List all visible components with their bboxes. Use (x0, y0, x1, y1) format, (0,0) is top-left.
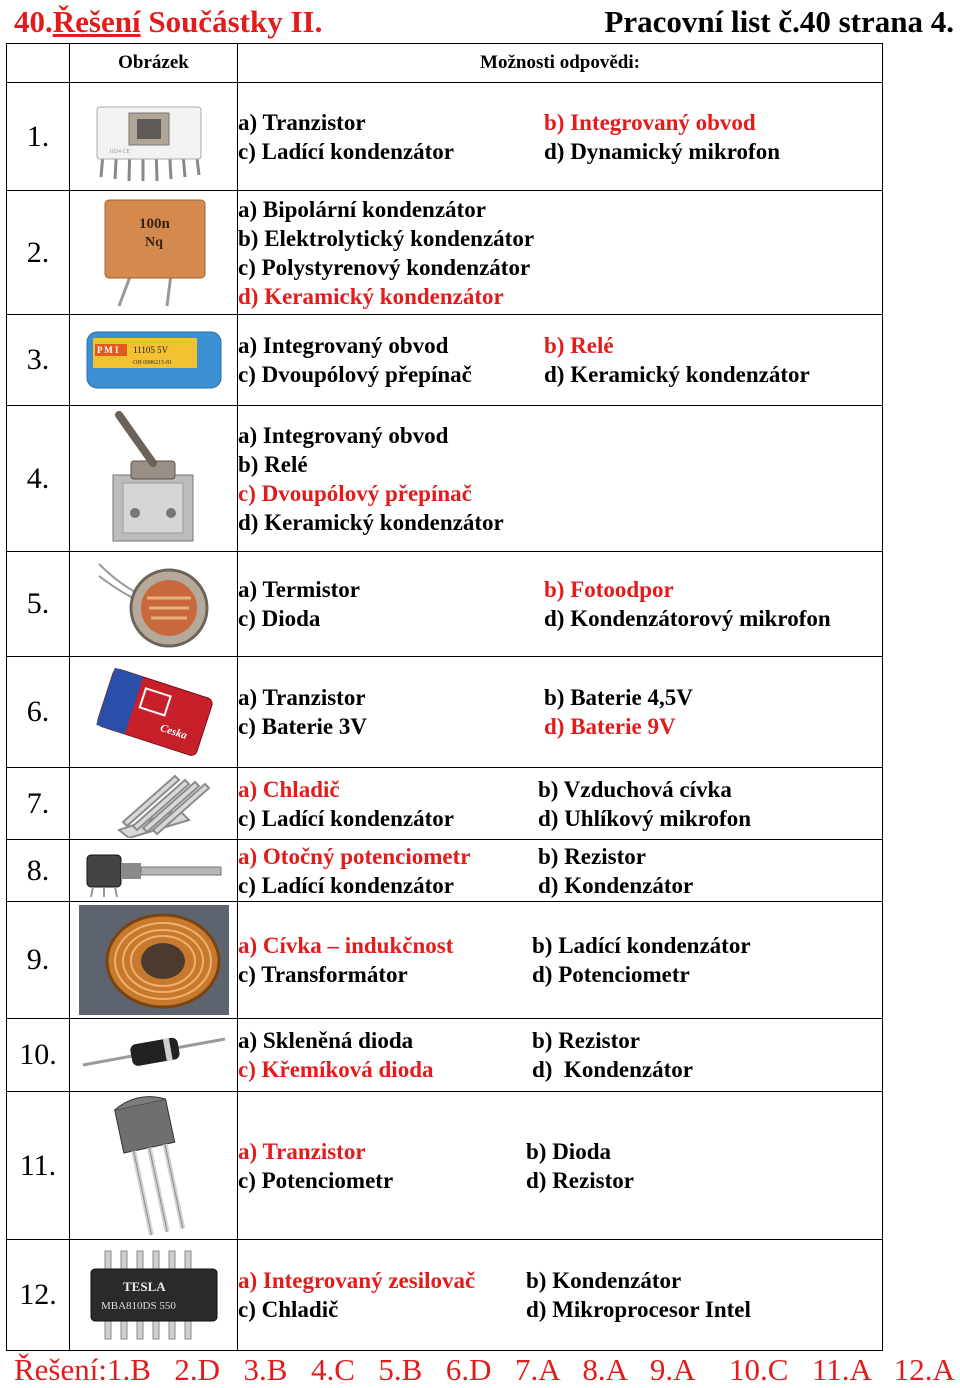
option-b: b) Baterie 4,5V (544, 685, 693, 710)
table-row (7, 840, 883, 902)
option-b: b) Elektrolytický kondenzátor (238, 225, 535, 251)
answer-options (238, 902, 883, 1019)
answer-options (238, 768, 883, 840)
option-b-correct: b) Fotoodpor (544, 577, 674, 602)
row-number: 8. (7, 840, 70, 902)
row-number: 5. (7, 552, 70, 657)
option-d: d) Kondenzátor (538, 872, 694, 898)
option-c: c) Potenciometr (238, 1167, 394, 1193)
row-number: 12. (7, 1240, 70, 1351)
option-c: c) Chladič (238, 1297, 339, 1322)
option-c: c) Dioda (238, 606, 321, 631)
option-d: d) Rezistor (526, 1167, 634, 1193)
photo-diode (70, 1019, 238, 1092)
option-a-correct: a) Integrovaný zesilovač (238, 1268, 476, 1293)
row-number: 2. (7, 191, 70, 315)
option-d: d) Keramický kondenzátor (544, 362, 810, 387)
answer-options (238, 1092, 883, 1240)
option-a: a) Tranzistor (238, 685, 366, 710)
header-number-cell (7, 44, 70, 83)
photo-ic-chip (70, 1240, 238, 1351)
option-b: b) Relé (238, 451, 308, 477)
option-b: b) Vzduchová cívka (538, 776, 732, 802)
option-a: a) Skleněná dioda (238, 1028, 414, 1053)
option-a: a) Bipolární kondenzátor (238, 196, 486, 222)
answer-options (238, 315, 883, 406)
photo-potentiometer (70, 840, 238, 902)
photo-toggle-switch (70, 406, 238, 552)
table-row (7, 1019, 883, 1092)
photo-ic-ceramic (70, 83, 238, 191)
capacitor-label: 100n (138, 215, 170, 232)
option-d: d) Kondenzátor (532, 1057, 693, 1082)
option-b: b) Ladící kondenzátor (532, 933, 751, 958)
option-a: a) Termistor (238, 577, 361, 602)
option-b: b) Dioda (526, 1138, 611, 1164)
title-solution-word: Řešení (52, 4, 141, 39)
solution-line: Řešení:1.B 2.D 3.B 4.C 5.B 6.D 7.A 8.A 9.A 10.C 11.A 12.A (14, 1352, 955, 1387)
option-c-correct: c) Dvoupólový přepínač (238, 480, 472, 506)
table-row (7, 657, 883, 768)
option-b: b) Rezistor (532, 1028, 640, 1053)
table-row (7, 902, 883, 1019)
row-number: 9. (7, 902, 70, 1019)
row-number: 4. (7, 406, 70, 552)
option-a-correct: a) Cívka – indukčnost (238, 933, 454, 958)
row-number: 6. (7, 657, 70, 768)
relay-label: 11105 5V (132, 345, 168, 355)
page-title (14, 4, 322, 40)
option-a-correct: a) Tranzistor (238, 1138, 366, 1164)
relay-label: P M I (96, 345, 118, 355)
answer-options (238, 1240, 883, 1351)
option-b-correct: b) Relé (544, 333, 614, 358)
option-d: d) Kondenzátorový mikrofon (544, 606, 831, 631)
option-b: b) Kondenzátor (526, 1268, 682, 1293)
photo-transistor (70, 1092, 238, 1240)
row-number: 3. (7, 315, 70, 406)
option-c-correct: c) Křemíková dioda (238, 1057, 434, 1082)
option-d: d) Dynamický mikrofon (544, 138, 780, 164)
row-number: 10. (7, 1019, 70, 1092)
option-d: d) Uhlíkový mikrofon (538, 805, 752, 831)
option-b-correct: b) Integrovaný obvod (544, 109, 756, 135)
photo-toroid-coil (70, 902, 238, 1019)
photo-heatsink (70, 768, 238, 840)
option-a-correct: a) Otočný potenciometr (238, 843, 471, 869)
option-b: b) Rezistor (538, 843, 646, 869)
option-c: c) Ladící kondenzátor (238, 138, 454, 164)
option-d-correct: d) Baterie 9V (544, 714, 676, 739)
table-row (7, 406, 883, 552)
option-c: c) Polystyrenový kondenzátor (238, 254, 531, 280)
table-row (7, 1240, 883, 1351)
capacitor-label: Nq (144, 234, 163, 250)
answer-options (238, 191, 883, 315)
photo-relay (70, 315, 238, 406)
table-row (7, 552, 883, 657)
row-number: 1. (7, 83, 70, 191)
answer-options (238, 406, 883, 552)
answer-options (238, 1019, 883, 1092)
table-row (7, 191, 883, 315)
row-number: 7. (7, 768, 70, 840)
answer-options (238, 552, 883, 657)
option-d: d) Mikroprocesor Intel (526, 1297, 751, 1322)
question-table (6, 43, 883, 1351)
answer-options (238, 83, 883, 191)
option-a: a) Integrovaný obvod (238, 422, 449, 448)
photo-photoresistor (70, 552, 238, 657)
table-row (7, 768, 883, 840)
battery-label: Ceska (158, 722, 188, 742)
option-a: a) Integrovaný obvod (238, 333, 449, 358)
option-c: c) Baterie 3V (238, 714, 367, 739)
option-c: c) Dvoupólový přepínač (238, 362, 472, 387)
svg-text:1024 CE: 1024 CE (108, 148, 130, 155)
table-row (7, 83, 883, 191)
option-c: c) Transformátor (238, 962, 408, 987)
photo-battery (70, 657, 238, 768)
table-row (7, 1092, 883, 1240)
row-number: 11. (7, 1092, 70, 1240)
option-a-correct: a) Chladič (238, 776, 340, 802)
answer-options (238, 657, 883, 768)
answer-options (238, 840, 883, 902)
option-d-correct: d) Keramický kondenzátor (238, 283, 504, 309)
option-c: c) Ladící kondenzátor (238, 872, 454, 898)
photo-capacitor (70, 191, 238, 315)
relay-label: OH 0986215-81 (132, 360, 172, 366)
chip-label: TESLA (122, 1279, 166, 1294)
table-header-row (7, 44, 883, 83)
header-options: Možnosti odpovědi: (238, 44, 883, 83)
option-d: d) Keramický kondenzátor (238, 509, 504, 535)
title-number: 40. (14, 4, 53, 39)
option-a: a) Tranzistor (238, 109, 366, 135)
title-topic: Součástky II. (140, 4, 323, 39)
option-c: c) Ladící kondenzátor (238, 805, 454, 831)
option-d: d) Potenciometr (532, 962, 690, 987)
chip-label: MBA810DS 550 (100, 1300, 176, 1312)
header-picture: Obrázek (70, 44, 238, 83)
table-row (7, 315, 883, 406)
worksheet-label: Pracovní list č.40 strana 4. (604, 4, 954, 39)
